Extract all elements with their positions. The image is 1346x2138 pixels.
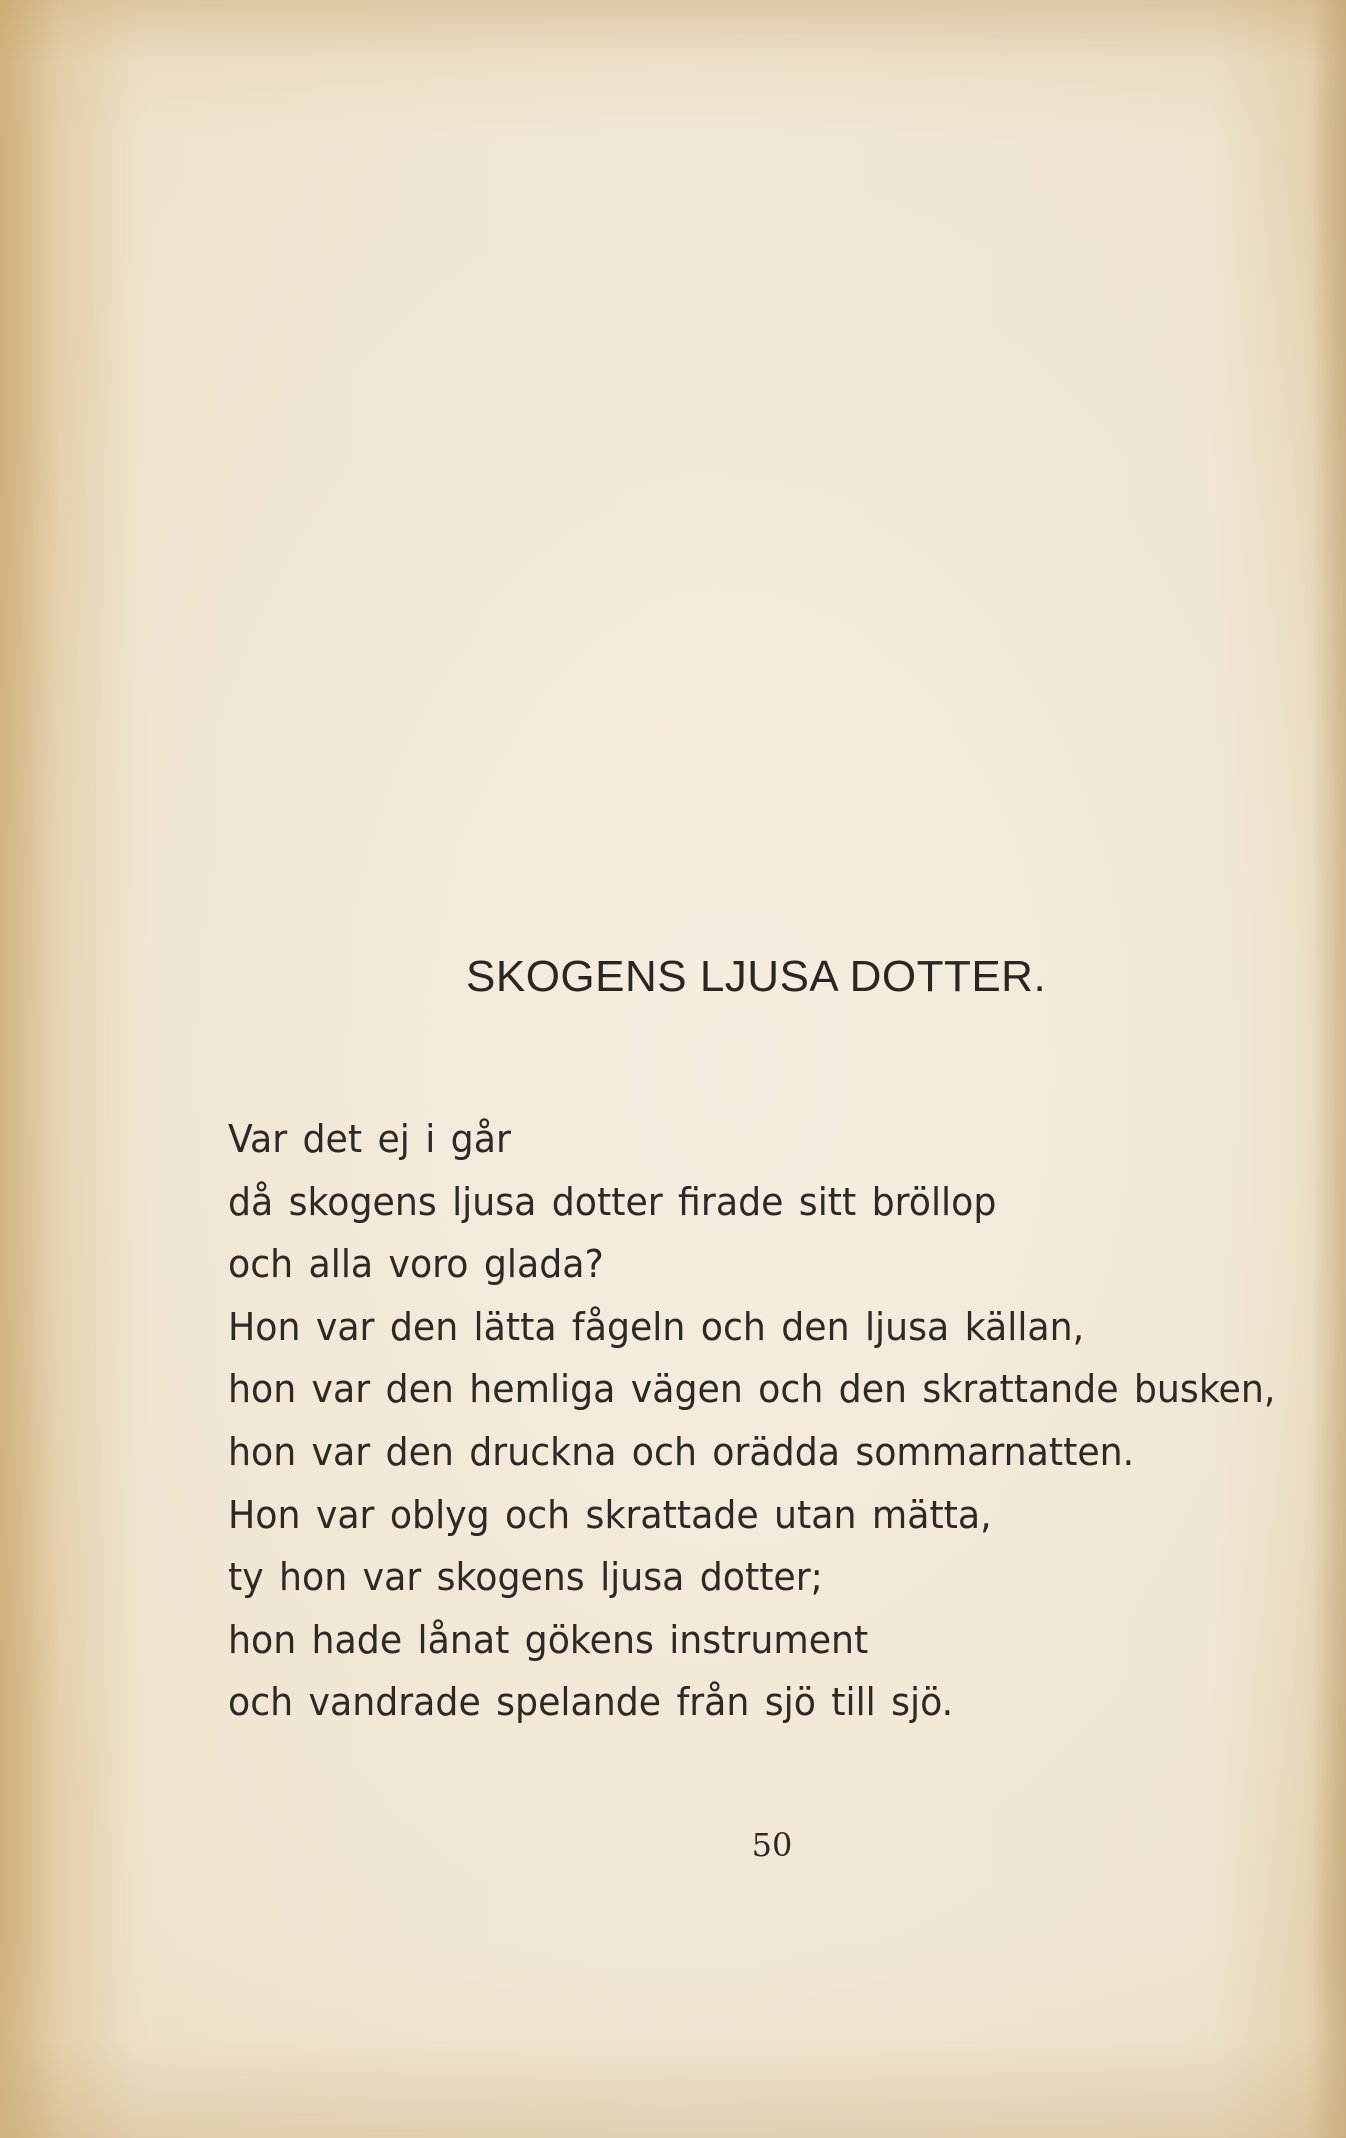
page-shading-top [0,0,1346,140]
poem-line: hon var den hemliga vägen och den skrattande busken, [228,1367,1276,1412]
poem-line: ty hon var skogens ljusa dotter; [228,1555,823,1600]
poem-line: då skogens ljusa dotter firade sitt bröllop [228,1179,997,1224]
poem-line: Var det ej i går [228,1117,511,1161]
poem-line: hon var den druckna och orädda sommarnatten. [228,1429,1135,1474]
poem-body [228,1108,1276,1734]
page-number: 50 [751,1826,793,1864]
page-shading-left [0,0,150,2138]
poem-line: hon hade lånat gökens instrument [228,1617,869,1662]
page-shading-bottom [0,1938,1346,2138]
poem-line: Hon var den lätta fågeln och den ljusa källan, [228,1304,1085,1349]
poem-line: och vandrade spelande från sjö till sjö. [228,1680,954,1725]
poem-line: Hon var oblyg och skrattade utan mätta, [228,1492,992,1537]
page-shading-right [1290,0,1346,2138]
poem-line: och alla voro glada? [228,1242,604,1287]
poem-title: SKOGENS LJUSA DOTTER. [466,952,1047,1001]
